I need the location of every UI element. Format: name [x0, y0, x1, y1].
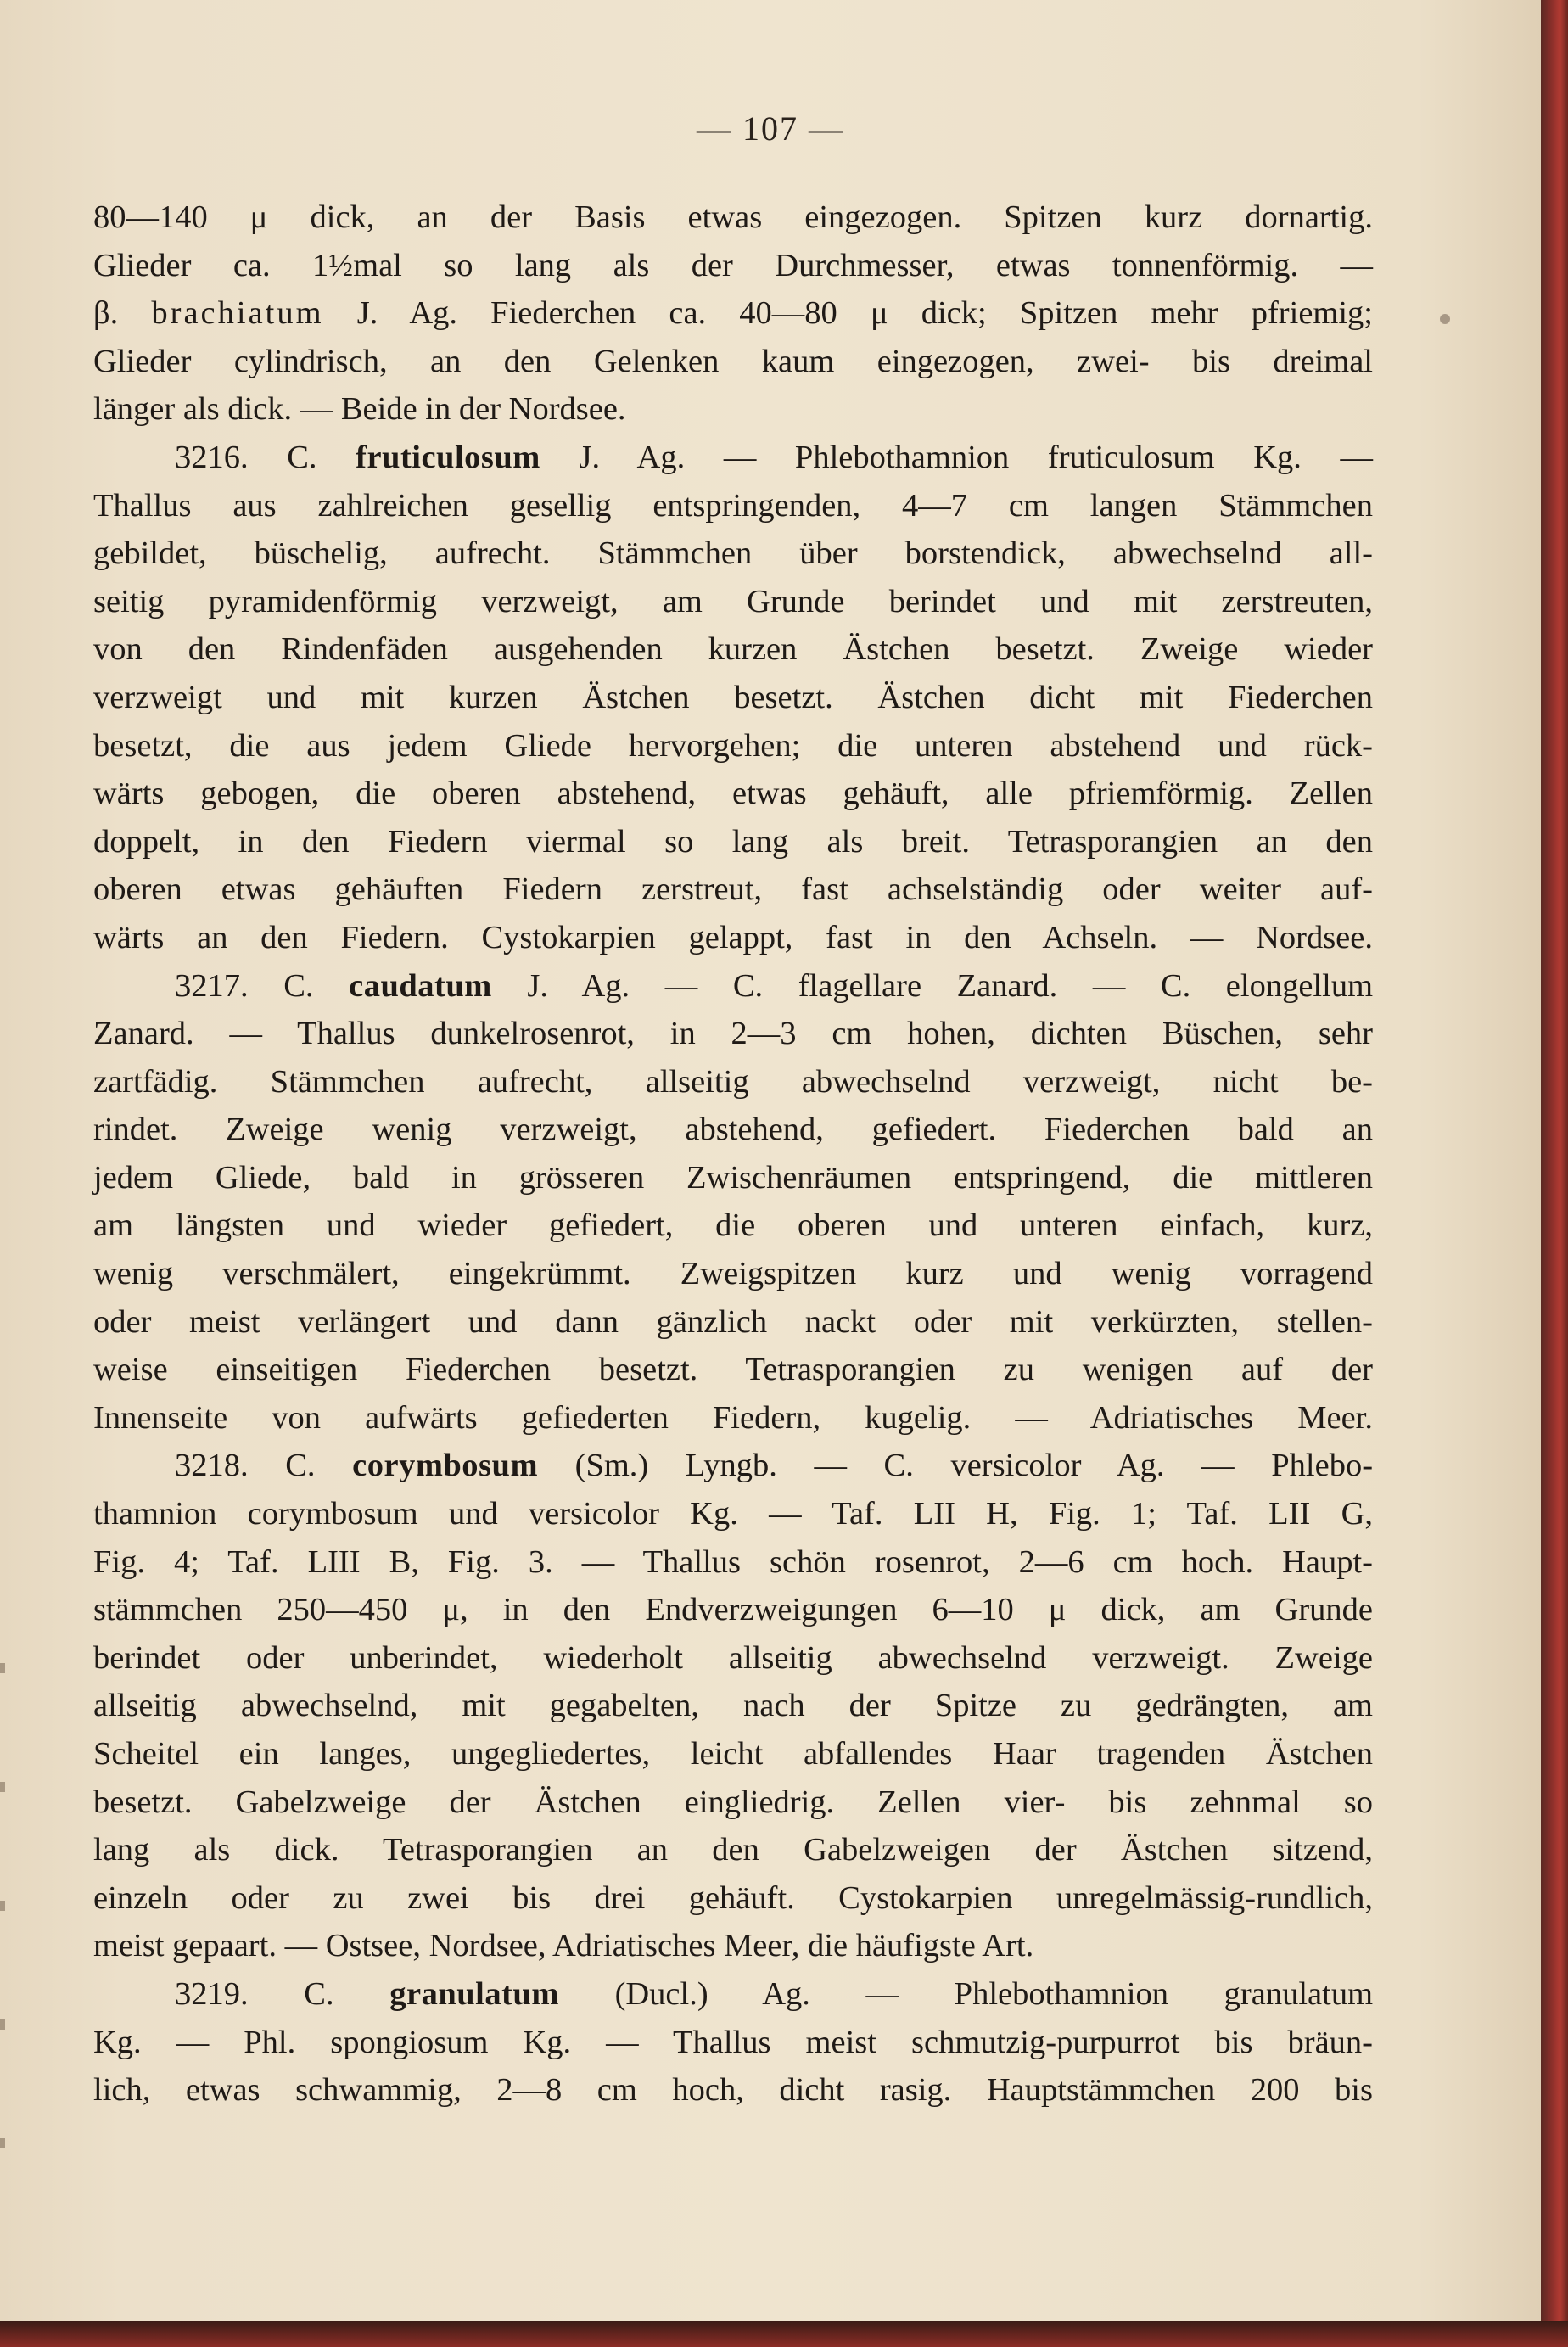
species-name: caudatum — [349, 967, 492, 1004]
text-line — [93, 289, 1373, 338]
text-line: Glieder ca. 1½mal so lang als der Durchmesser, etwas tonnenförmig. — — [93, 247, 1373, 283]
entry-number: 3217. C. — [175, 967, 314, 1004]
variety-marker: β. — [93, 295, 119, 332]
text-segment: J. Ag. — C. flagellare Zanard. — C. elongellum — [527, 967, 1374, 1004]
entry-heading-3217 — [93, 962, 1373, 1011]
entry-heading-3218 — [93, 1442, 1373, 1490]
species-name: granulatum — [389, 1975, 559, 2012]
text-line: berindet oder unberindet, wiederholt allseitig abwechselnd verzweigt. Zweige — [93, 1639, 1373, 1676]
text-line: stämmchen 250—450 μ, in den Endverzweigungen 6—10 μ dick, am Grunde — [93, 1592, 1373, 1628]
text-line: länger als dick. — Beide in der Nordsee. — [93, 391, 626, 428]
text-line: Kg. — Phl. spongiosum Kg. — Thallus meist schmutzig-purpurrot bis bräun- — [93, 2024, 1373, 2060]
text-line: oberen etwas gehäuften Fiedern zerstreut, fast achselständig oder weiter auf- — [93, 871, 1373, 908]
text-line: lang als dick. Tetrasporangien an den Gabelzweigen der Ästchen sitzend, — [93, 1832, 1373, 1868]
text-segment: (Ducl.) Ag. — Phlebothamnion granulatum — [614, 1975, 1374, 2012]
text-line: wärts gebogen, die oberen abstehend, etwas gehäuft, alle pfriemförmig. Zellen — [93, 776, 1373, 812]
variety-name: brachiatum — [151, 295, 324, 332]
entry-heading-3219 — [93, 1970, 1373, 2019]
text-segment: J. Ag. Fiederchen ca. 40—80 μ dick; Spitzen mehr pfriemig; — [356, 295, 1374, 332]
page-number: — 107 — — [697, 109, 844, 148]
text-line: Fig. 4; Taf. LIII B, Fig. 3. — Thallus schön rosenrot, 2—6 cm hoch. Haupt- — [93, 1543, 1373, 1580]
text-line: doppelt, in den Fiedern viermal so lang als breit. Tetrasporangien an den — [93, 823, 1373, 860]
text-line: wärts an den Fiedern. Cystokarpien gelappt, fast in den Achseln. — Nordsee. — [93, 919, 1373, 955]
book-bottom-edge — [0, 2321, 1568, 2347]
binding-marks — [0, 1612, 5, 2206]
text-line: Glieder cylindrisch, an den Gelenken kaum eingezogen, zwei- bis dreimal — [93, 343, 1373, 379]
text-line: seitig pyramidenförmig verzweigt, am Grunde berindet und mit zerstreuten, — [93, 583, 1373, 619]
text-line: Thallus aus zahlreichen gesellig entspringenden, 4—7 cm langen Stämmchen — [93, 487, 1373, 524]
book-edge — [1541, 0, 1568, 2347]
entry-number: 3218. C. — [175, 1448, 316, 1484]
text-line: einzeln oder zu zwei bis drei gehäuft. Cystokarpien unregelmässig-rundlich, — [93, 1879, 1373, 1916]
text-line: besetzt. Gabelzweige der Ästchen eingliedrig. Zellen vier- bis zehnmal so — [93, 1784, 1373, 1820]
species-name: fruticulosum — [356, 439, 540, 475]
text-line: zartfädig. Stämmchen aufrecht, allseitig abwechselnd verzweigt, nicht be- — [93, 1063, 1373, 1100]
text-line: meist gepaart. — Ostsee, Nordsee, Adriatisches Meer, die häufigste Art. — [93, 1928, 1034, 1964]
text-line: allseitig abwechselnd, mit gegabelten, nach der Spitze zu gedrängten, am — [93, 1688, 1373, 1724]
entry-number: 3219. C. — [175, 1975, 334, 2012]
text-line: Innenseite von aufwärts gefiederten Fiedern, kugelig. — Adriatisches Meer. — [93, 1399, 1373, 1436]
text-line: thamnion corymbosum und versicolor Kg. — Taf. LII H, Fig. 1; Taf. LII G, — [93, 1496, 1373, 1532]
text-segment: J. Ag. — Phlebothamnion fruticulosum Kg. — — [579, 439, 1373, 475]
text-line: besetzt, die aus jedem Gliede hervorgehen; die unteren abstehend und rück- — [93, 727, 1373, 764]
text-line: Zanard. — Thallus dunkelrosenrot, in 2—3 cm hohen, dichten Büschen, sehr — [93, 1016, 1373, 1052]
entry-heading-3216 — [93, 434, 1373, 482]
text-line: von den Rindenfäden ausgehenden kurzen Ästchen besetzt. Zweige wieder — [93, 631, 1373, 668]
text-line: weise einseitigen Fiederchen besetzt. Tetrasporangien zu wenigen auf der — [93, 1352, 1373, 1388]
ink-smudge — [1440, 314, 1450, 324]
text-line: 80—140 μ dick, an der Basis etwas eingezogen. Spitzen kurz dornartig. — [93, 199, 1373, 235]
species-name: corymbosum — [352, 1448, 539, 1484]
text-line: wenig verschmälert, eingekrümmt. Zweigspitzen kurz und wenig vorragend — [93, 1256, 1373, 1292]
page-body-text — [93, 193, 1373, 2115]
text-line: Scheitel ein langes, ungegliedertes, leicht abfallendes Haar tragenden Ästchen — [93, 1736, 1373, 1772]
text-segment: (Sm.) Lyngb. — C. versicolor Ag. — Phlebo- — [574, 1448, 1374, 1484]
text-line: rindet. Zweige wenig verzweigt, abstehend, gefiedert. Fiederchen bald an — [93, 1112, 1373, 1148]
text-line: lich, etwas schwammig, 2—8 cm hoch, dicht rasig. Hauptstämmchen 200 bis — [93, 2072, 1373, 2109]
text-line: jedem Gliede, bald in grösseren Zwischenräumen entspringend, die mittleren — [93, 1159, 1373, 1196]
text-line: am längsten und wieder gefiedert, die oberen und unteren einfach, kurz, — [93, 1207, 1373, 1244]
text-line: gebildet, büschelig, aufrecht. Stämmchen über borstendick, abwechselnd all- — [93, 535, 1373, 572]
entry-number: 3216. C. — [175, 439, 317, 475]
text-line: verzweigt und mit kurzen Ästchen besetzt. Ästchen dicht mit Fiederchen — [93, 679, 1373, 715]
text-line: oder meist verlängert und dann gänzlich nackt oder mit verkürzten, stellen- — [93, 1303, 1373, 1340]
